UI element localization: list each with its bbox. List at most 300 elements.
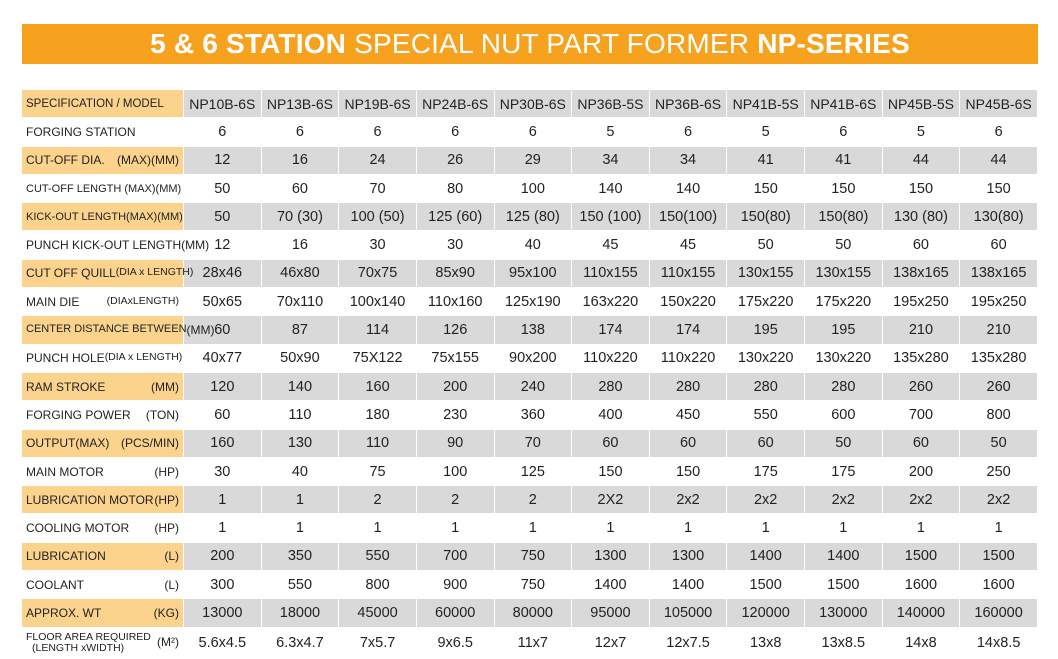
row-label-wrap: [26, 295, 183, 309]
table-cell: 18000: [261, 599, 339, 627]
table-cell: 1500: [805, 571, 883, 599]
table-cell: 45: [572, 231, 650, 259]
table-cell: 110x155: [572, 259, 650, 287]
row-label: [22, 429, 184, 457]
row-label-wrap: [26, 578, 183, 592]
table-row: [22, 118, 1038, 146]
table-cell: 75: [339, 457, 417, 485]
table-cell: 30: [339, 231, 417, 259]
table-cell: 5: [882, 118, 960, 146]
table-cell: 700: [882, 401, 960, 429]
table-cell: 100: [494, 174, 572, 202]
row-label-left: FORGING STATION: [26, 124, 136, 139]
table-cell: 2x2: [805, 486, 883, 514]
row-label-unit: (MM): [181, 238, 210, 253]
row-label-left: APPROX. WT: [26, 605, 102, 620]
model-header-cell: NP36B-5S: [572, 90, 650, 118]
row-label-left: CUT-OFF LENGTH (MAX)(MM): [26, 182, 182, 195]
row-label-wrap: [26, 436, 183, 450]
table-cell: 1: [882, 514, 960, 542]
table-cell: 60: [184, 401, 262, 429]
row-label-unit: (KG): [153, 605, 179, 620]
table-cell: 6: [805, 118, 883, 146]
table-cell: 105000: [649, 599, 727, 627]
table-cell: 60: [882, 429, 960, 457]
table-cell: 24: [339, 146, 417, 174]
table-cell: 50: [184, 174, 262, 202]
table-cell: 150: [649, 457, 727, 485]
table-cell: 1: [261, 514, 339, 542]
table-cell: 1: [805, 514, 883, 542]
row-label: [22, 571, 184, 599]
table-cell: 14x8: [882, 627, 960, 658]
table-cell: 1300: [649, 542, 727, 570]
row-label-left: MAIN MOTOR: [26, 464, 104, 479]
table-cell: 2x2: [960, 486, 1038, 514]
row-label-unit: (MM): [186, 323, 215, 338]
table-cell: 195: [727, 316, 805, 344]
table-cell: 30: [416, 231, 494, 259]
table-cell: 140: [261, 372, 339, 400]
row-label-wrap: [26, 493, 183, 507]
table-cell: 87: [261, 316, 339, 344]
table-cell: 2: [416, 486, 494, 514]
table-cell: 9x6.5: [416, 627, 494, 658]
table-cell: 130x220: [805, 344, 883, 372]
table-cell: 1: [184, 514, 262, 542]
table-cell: 230: [416, 401, 494, 429]
table-cell: 130 (80): [882, 203, 960, 231]
model-header-cell: NP45B-5S: [882, 90, 960, 118]
row-label-unit: (TON): [145, 407, 179, 422]
table-cell: 150: [882, 174, 960, 202]
table-row: [22, 174, 1038, 202]
table-cell: 50: [727, 231, 805, 259]
table-cell: 70x75: [339, 259, 417, 287]
table-cell: 2X2: [572, 486, 650, 514]
table-cell: 163x220: [572, 288, 650, 316]
table-cell: 90: [416, 429, 494, 457]
row-label-unit: (HP): [154, 464, 179, 479]
table-cell: 40x77: [184, 344, 262, 372]
table-cell: 2x2: [649, 486, 727, 514]
table-cell: 130000: [805, 599, 883, 627]
table-cell: 240: [494, 372, 572, 400]
row-label-name: FLOOR AREA REQUIRED: [26, 630, 151, 643]
table-row: [22, 514, 1038, 542]
row-label-wrap: [26, 266, 194, 281]
table-cell: 75x155: [416, 344, 494, 372]
row-label: [22, 288, 184, 316]
table-cell: 175x220: [805, 288, 883, 316]
table-row: [22, 627, 1038, 658]
row-label: [22, 231, 210, 259]
table-row: [22, 316, 1038, 344]
table-cell: 1400: [649, 571, 727, 599]
table-cell: 45000: [339, 599, 417, 627]
table-cell: 5: [727, 118, 805, 146]
table-cell: 1400: [572, 571, 650, 599]
row-label-wrap: [26, 465, 183, 479]
table-cell: 175x220: [727, 288, 805, 316]
table-row: [22, 203, 1038, 231]
row-label-left: CUT-OFF DIA.: [26, 153, 105, 168]
table-cell: 50x90: [261, 344, 339, 372]
table-cell: 14x8.5: [960, 627, 1038, 658]
table-cell: 130(80): [960, 203, 1038, 231]
row-label-wrap: [26, 380, 183, 394]
row-label-left: FORGING POWER: [26, 407, 131, 422]
row-label-left: OUTPUT(MAX): [26, 436, 110, 451]
table-cell: 6: [649, 118, 727, 146]
row-label-unit: (M²): [157, 635, 179, 650]
row-label-left: PUNCH KICK-OUT LENGTH: [26, 238, 182, 253]
row-label-left: [26, 632, 151, 654]
table-cell: 60: [261, 174, 339, 202]
table-cell: 1: [649, 514, 727, 542]
table-cell: 195x250: [960, 288, 1038, 316]
table-cell: 126: [416, 316, 494, 344]
table-cell: 34: [572, 146, 650, 174]
row-label: [22, 118, 184, 146]
table-cell: 550: [727, 401, 805, 429]
row-label-left: COOLING MOTOR: [26, 521, 130, 536]
table-cell: 50: [184, 203, 262, 231]
table-cell: 13x8: [727, 627, 805, 658]
table-cell: 41: [727, 146, 805, 174]
table-cell: 2: [339, 486, 417, 514]
table-cell: 450: [649, 401, 727, 429]
table-cell: 5: [572, 118, 650, 146]
table-cell: 800: [339, 571, 417, 599]
table-cell: 140: [649, 174, 727, 202]
table-cell: 11x7: [494, 627, 572, 658]
table-row: [22, 486, 1038, 514]
title-part-station: 5 & 6 STATION: [150, 28, 347, 59]
table-cell: 138: [494, 316, 572, 344]
table-row: [22, 288, 1038, 316]
table-cell: 70x110: [261, 288, 339, 316]
table-cell: 130: [261, 429, 339, 457]
table-cell: 300: [184, 571, 262, 599]
row-label-wrap: [26, 211, 183, 223]
table-cell: 50: [960, 429, 1038, 457]
table-cell: 60: [649, 429, 727, 457]
row-label-unit: (MM): [151, 379, 179, 394]
table-cell: 41: [805, 146, 883, 174]
table-row: [22, 429, 1038, 457]
table-cell: 110x220: [572, 344, 650, 372]
row-label-unit: (L): [164, 549, 179, 564]
table-cell: 44: [882, 146, 960, 174]
table-cell: 50x65: [184, 288, 262, 316]
table-row: [22, 344, 1038, 372]
table-cell: 1: [494, 514, 572, 542]
table-cell: 28x46: [184, 259, 262, 287]
table-cell: 6: [184, 118, 262, 146]
table-cell: 210: [882, 316, 960, 344]
row-label-wrap: [26, 521, 183, 535]
table-cell: 1600: [882, 571, 960, 599]
row-label-wrap: [26, 408, 183, 422]
table-cell: 1500: [960, 542, 1038, 570]
table-row: [22, 457, 1038, 485]
table-cell: 130x155: [805, 259, 883, 287]
table-cell: 550: [339, 542, 417, 570]
row-label: [22, 457, 184, 485]
model-header-cell: NP19B-6S: [339, 90, 417, 118]
specification-table-body: [22, 90, 1038, 658]
row-label-wrap: [26, 323, 215, 338]
row-label-left: CUT OFF QUILL: [26, 266, 116, 281]
row-label: [22, 316, 215, 344]
table-cell: 80000: [494, 599, 572, 627]
table-cell: 130x220: [727, 344, 805, 372]
row-label: [22, 372, 184, 400]
table-cell: 60: [727, 429, 805, 457]
table-cell: 1400: [727, 542, 805, 570]
table-cell: 750: [494, 542, 572, 570]
table-cell: 95000: [572, 599, 650, 627]
row-label-unit: (DIA x LENGTH): [104, 351, 183, 364]
table-cell: 160: [339, 372, 417, 400]
table-cell: 75X122: [339, 344, 417, 372]
title-part-series: NP-SERIES: [757, 28, 910, 59]
row-label-wrap: [26, 351, 183, 365]
table-cell: 100: [416, 457, 494, 485]
table-cell: 130x155: [727, 259, 805, 287]
table-cell: 175: [805, 457, 883, 485]
table-cell: 200: [416, 372, 494, 400]
table-cell: 1500: [727, 571, 805, 599]
table-cell: 160000: [960, 599, 1038, 627]
table-cell: 40: [494, 231, 572, 259]
table-cell: 400: [572, 401, 650, 429]
table-cell: 45: [649, 231, 727, 259]
table-cell: 46x80: [261, 259, 339, 287]
table-cell: 2: [494, 486, 572, 514]
table-cell: 1400: [805, 542, 883, 570]
table-cell: 12x7.5: [649, 627, 727, 658]
model-header-cell: NP41B-5S: [727, 90, 805, 118]
table-cell: 34: [649, 146, 727, 174]
row-label: [22, 486, 184, 514]
table-cell: 600: [805, 401, 883, 429]
table-cell: 138x165: [882, 259, 960, 287]
table-row: [22, 599, 1038, 627]
row-label: [22, 146, 184, 174]
row-label: [22, 627, 184, 658]
table-cell: 1: [261, 486, 339, 514]
table-cell: 900: [416, 571, 494, 599]
table-cell: 1: [416, 514, 494, 542]
table-cell: 1: [960, 514, 1038, 542]
table-cell: 210: [960, 316, 1038, 344]
table-cell: 135x280: [960, 344, 1038, 372]
table-cell: 120000: [727, 599, 805, 627]
row-label: [22, 514, 184, 542]
table-cell: 150(80): [727, 203, 805, 231]
table-cell: 150(80): [805, 203, 883, 231]
table-cell: 125x190: [494, 288, 572, 316]
table-cell: 50: [805, 231, 883, 259]
row-label-left: MAIN DIE: [26, 294, 80, 309]
row-label-name-secondary: (LENGTH xWIDTH): [32, 641, 125, 654]
row-label-unit: (DIA x LENGTH): [115, 266, 194, 279]
table-cell: 174: [649, 316, 727, 344]
row-label-left: RAM STROKE: [26, 379, 106, 394]
table-cell: 125 (80): [494, 203, 572, 231]
row-label-wrap: [26, 238, 210, 253]
table-row: [22, 542, 1038, 570]
table-cell: 90x200: [494, 344, 572, 372]
table-cell: 80: [416, 174, 494, 202]
row-label-wrap: [26, 125, 183, 139]
table-cell: 40: [261, 457, 339, 485]
model-header-cell: NP36B-6S: [649, 90, 727, 118]
table-cell: 1600: [960, 571, 1038, 599]
row-label-unit: (HP): [154, 492, 179, 507]
table-cell: 110x160: [416, 288, 494, 316]
table-cell: 195x250: [882, 288, 960, 316]
table-cell: 280: [649, 372, 727, 400]
table-cell: 280: [727, 372, 805, 400]
table-cell: 250: [960, 457, 1038, 485]
table-cell: 26: [416, 146, 494, 174]
table-row: [22, 372, 1038, 400]
title-part-main: SPECIAL NUT PART FORMER: [346, 28, 758, 59]
row-label-unit: (PCS/MIN): [121, 436, 179, 451]
row-label: [22, 344, 184, 372]
table-cell: 2x2: [882, 486, 960, 514]
table-row: [22, 146, 1038, 174]
model-header-cell: NP24B-6S: [416, 90, 494, 118]
table-cell: 150x220: [649, 288, 727, 316]
table-cell: 5.6x4.5: [184, 627, 262, 658]
table-cell: 110: [339, 429, 417, 457]
table-cell: 180: [339, 401, 417, 429]
row-label-wrap: [26, 153, 183, 167]
row-label-unit: (MAX)(MM): [117, 153, 179, 168]
table-row: [22, 571, 1038, 599]
table-cell: 174: [572, 316, 650, 344]
table-cell: 175: [727, 457, 805, 485]
table-cell: 114: [339, 316, 417, 344]
row-label: [22, 203, 184, 231]
table-cell: 29: [494, 146, 572, 174]
table-cell: 6: [339, 118, 417, 146]
table-cell: 150 (100): [572, 203, 650, 231]
table-cell: 6: [960, 118, 1038, 146]
table-cell: 140: [572, 174, 650, 202]
table-header-row: [22, 90, 1038, 118]
table-cell: 12x7: [572, 627, 650, 658]
table-cell: 120: [184, 372, 262, 400]
table-cell: 700: [416, 542, 494, 570]
table-cell: 1: [184, 486, 262, 514]
table-cell: 550: [261, 571, 339, 599]
table-cell: 360: [494, 401, 572, 429]
table-cell: 1: [727, 514, 805, 542]
table-cell: 16: [261, 231, 339, 259]
row-label: [22, 599, 184, 627]
table-cell: 280: [805, 372, 883, 400]
table-cell: 60: [572, 429, 650, 457]
row-label-left: COOLANT: [26, 577, 85, 592]
table-cell: 13x8.5: [805, 627, 883, 658]
table-cell: 1: [339, 514, 417, 542]
header-label: SPECIFICATION / MODEL: [22, 90, 184, 118]
specification-table: [22, 90, 1038, 659]
row-label-unit: (DIAxLENGTH): [106, 294, 179, 307]
table-cell: 70 (30): [261, 203, 339, 231]
table-row: [22, 259, 1038, 287]
table-cell: 135x280: [882, 344, 960, 372]
table-cell: 260: [882, 372, 960, 400]
table-cell: 16: [261, 146, 339, 174]
table-cell: 30: [184, 457, 262, 485]
table-cell: 60: [882, 231, 960, 259]
row-label-unit: (HP): [154, 521, 179, 536]
row-label-left: PUNCH HOLE: [26, 351, 105, 366]
model-header-cell: NP30B-6S: [494, 90, 572, 118]
table-row: [22, 401, 1038, 429]
row-label-wrap: [26, 183, 183, 195]
table-cell: 125: [494, 457, 572, 485]
table-cell: 95x100: [494, 259, 572, 287]
table-cell: 85x90: [416, 259, 494, 287]
table-cell: 160: [184, 429, 262, 457]
table-cell: 110: [261, 401, 339, 429]
page-title-banner: [22, 24, 1038, 64]
model-header-cell: NP10B-6S: [184, 90, 262, 118]
row-label-wrap: [26, 549, 183, 563]
table-cell: 6: [261, 118, 339, 146]
row-label: [22, 401, 184, 429]
table-cell: 100x140: [339, 288, 417, 316]
table-cell: 280: [572, 372, 650, 400]
table-cell: 150: [727, 174, 805, 202]
table-cell: 125 (60): [416, 203, 494, 231]
table-cell: 6: [494, 118, 572, 146]
row-label: [22, 542, 184, 570]
table-cell: 200: [184, 542, 262, 570]
model-header-cell: NP41B-6S: [805, 90, 883, 118]
row-label-wrap: [26, 606, 183, 620]
row-label-wrap: [26, 632, 183, 654]
model-header-cell: NP13B-6S: [261, 90, 339, 118]
table-cell: 200: [882, 457, 960, 485]
table-cell: 44: [960, 146, 1038, 174]
row-label: [22, 259, 194, 287]
table-cell: 750: [494, 571, 572, 599]
table-row: [22, 231, 1038, 259]
row-label: [22, 174, 184, 202]
table-cell: 50: [805, 429, 883, 457]
row-label-left: KICK-OUT LENGTH(MAX)(MM): [26, 210, 183, 223]
row-label-left: CENTER DISTANCE BETWEEN: [26, 323, 187, 336]
table-cell: 800: [960, 401, 1038, 429]
table-cell: 150: [805, 174, 883, 202]
table-cell: 100 (50): [339, 203, 417, 231]
table-cell: 60000: [416, 599, 494, 627]
table-cell: 150(100): [649, 203, 727, 231]
table-cell: 60: [184, 316, 262, 344]
table-cell: 6.3x4.7: [261, 627, 339, 658]
table-cell: 60: [960, 231, 1038, 259]
table-cell: 12: [184, 146, 262, 174]
table-cell: 12: [184, 231, 262, 259]
